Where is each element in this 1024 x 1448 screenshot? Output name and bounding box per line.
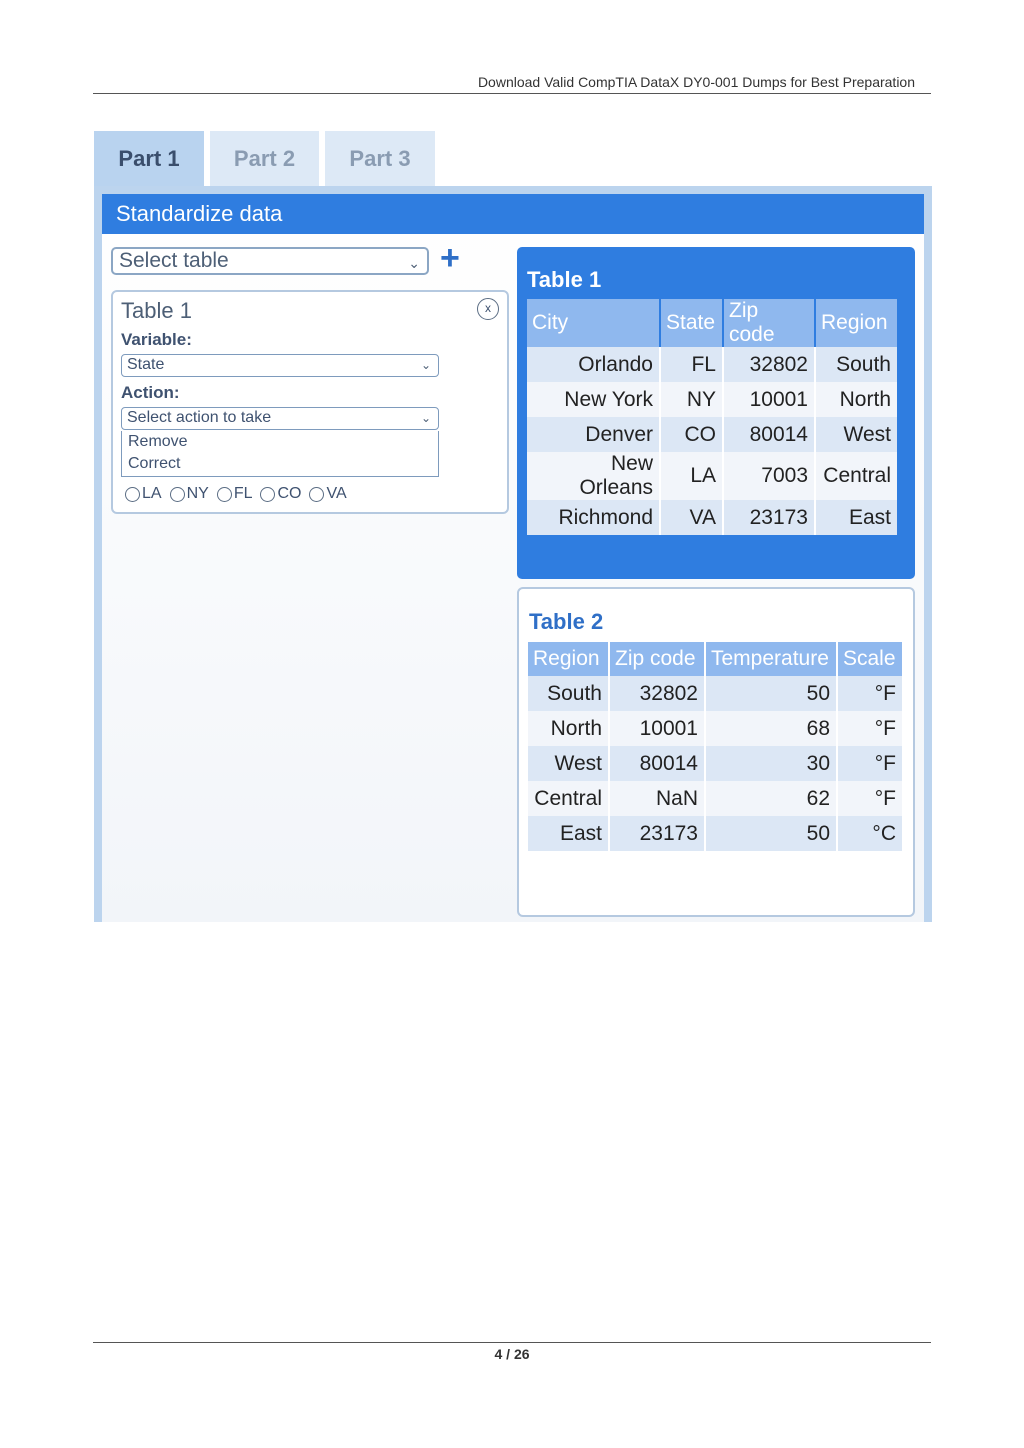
variable-select[interactable]: [121, 354, 439, 377]
panel-title: Standardize data: [102, 194, 924, 234]
table-cell: °F: [837, 711, 902, 746]
table-cell: 32802: [609, 676, 705, 711]
table-cell: 10001: [609, 711, 705, 746]
card-title: Table 1: [121, 298, 192, 323]
table-cell: 32802: [723, 347, 815, 382]
table-cell: Denver: [527, 417, 660, 452]
table-cell: VA: [660, 500, 723, 535]
action-value: Select action to take: [127, 409, 272, 426]
radio-circle-icon: [309, 487, 324, 502]
table-config-card: [111, 290, 509, 514]
table-cell: New York: [527, 382, 660, 417]
tab-part-2[interactable]: Part 2: [210, 131, 319, 187]
table-cell: North: [528, 711, 609, 746]
table-cell: South: [528, 676, 609, 711]
radio-la[interactable]: [125, 485, 162, 503]
column-header: Region: [528, 642, 609, 676]
radio-ny[interactable]: [170, 485, 209, 503]
column-header: Zip code: [609, 642, 705, 676]
table-cell: Orlando: [527, 347, 660, 382]
table-cell: 80014: [723, 417, 815, 452]
table-cell: South: [815, 347, 897, 382]
radio-va[interactable]: [309, 485, 346, 503]
table-cell: FL: [660, 347, 723, 382]
table-cell: 50: [705, 676, 837, 711]
add-table-button[interactable]: +: [440, 239, 460, 277]
chevron-down-icon: ⌄: [420, 358, 431, 372]
column-header: State: [660, 299, 723, 347]
table-2-title: Table 2: [529, 609, 604, 634]
table-row: [528, 816, 902, 851]
table-cell: Central: [815, 452, 897, 500]
table-cell: °F: [837, 676, 902, 711]
select-table-dropdown[interactable]: [111, 247, 429, 275]
tab-part-1[interactable]: Part 1: [94, 131, 204, 189]
action-options-list: [121, 431, 439, 477]
table-cell: °F: [837, 781, 902, 816]
radio-circle-icon: [260, 487, 275, 502]
table-row: [527, 452, 897, 500]
radio-label: NY: [186, 485, 209, 502]
table-cell: East: [528, 816, 609, 851]
state-radio-group: [125, 485, 347, 503]
table-1-title: Table 1: [527, 267, 602, 292]
table-cell: 62: [705, 781, 837, 816]
table-cell: West: [528, 746, 609, 781]
radio-fl[interactable]: [217, 485, 253, 503]
table-cell: North: [815, 382, 897, 417]
variable-label: Variable:: [121, 330, 192, 349]
table-cell: 50: [705, 816, 837, 851]
table-cell: 68: [705, 711, 837, 746]
radio-label: FL: [233, 485, 253, 502]
radio-label: VA: [326, 485, 347, 502]
tab-part-3[interactable]: Part 3: [325, 131, 435, 187]
table-cell: 7003: [723, 452, 815, 500]
page-number: 4 / 26: [494, 1346, 530, 1362]
table-cell: Central: [528, 781, 609, 816]
chevron-down-icon: ⌄: [408, 255, 420, 271]
table-header-row: [528, 642, 902, 676]
action-label: Action:: [121, 383, 180, 402]
table-cell: 10001: [723, 382, 815, 417]
footer-divider: [93, 1342, 931, 1343]
table-cell: NY: [660, 382, 723, 417]
table-cell: NaN: [609, 781, 705, 816]
table-row: [527, 417, 897, 452]
document-header: Download Valid CompTIA DataX DY0-001 Dumps for Best Preparation: [93, 72, 931, 94]
table-row: [527, 500, 897, 535]
select-table-label: Select table: [119, 249, 229, 272]
radio-circle-icon: [170, 487, 185, 502]
table-2-panel: [517, 587, 915, 917]
table-cell: 30: [705, 746, 837, 781]
column-header: Region: [815, 299, 897, 347]
action-select[interactable]: [121, 407, 439, 430]
table-row: [528, 746, 902, 781]
table-cell: CO: [660, 417, 723, 452]
column-header: Temperature: [705, 642, 837, 676]
close-icon[interactable]: x: [477, 298, 499, 320]
table-row: [528, 781, 902, 816]
table-1: [527, 299, 897, 535]
table-cell: West: [815, 417, 897, 452]
radio-label: CO: [277, 485, 302, 502]
table-1-panel: [517, 247, 915, 579]
radio-label: LA: [142, 485, 162, 502]
table-row: [528, 676, 902, 711]
table-cell: LA: [660, 452, 723, 500]
table-cell: 23173: [609, 816, 705, 851]
app-window: [94, 131, 932, 922]
table-cell: Richmond: [527, 500, 660, 535]
column-header: Scale: [837, 642, 902, 676]
table-header-row: [527, 299, 897, 347]
radio-co[interactable]: [260, 485, 301, 503]
table-cell: 23173: [723, 500, 815, 535]
column-header: Zip code: [723, 299, 815, 347]
table-2: [528, 642, 902, 851]
table-row: [527, 382, 897, 417]
table-row: [528, 711, 902, 746]
option-remove[interactable]: Remove: [128, 433, 188, 450]
table-cell: °C: [837, 816, 902, 851]
column-header: City: [527, 299, 660, 347]
table-cell: East: [815, 500, 897, 535]
table-cell: New Orleans: [527, 452, 660, 500]
table-cell: 80014: [609, 746, 705, 781]
table-cell: °F: [837, 746, 902, 781]
radio-circle-icon: [125, 487, 140, 502]
table-row: [527, 347, 897, 382]
variable-value: State: [127, 356, 165, 373]
option-correct[interactable]: Correct: [128, 455, 181, 472]
chevron-down-icon: ⌄: [420, 411, 431, 425]
radio-circle-icon: [217, 487, 232, 502]
